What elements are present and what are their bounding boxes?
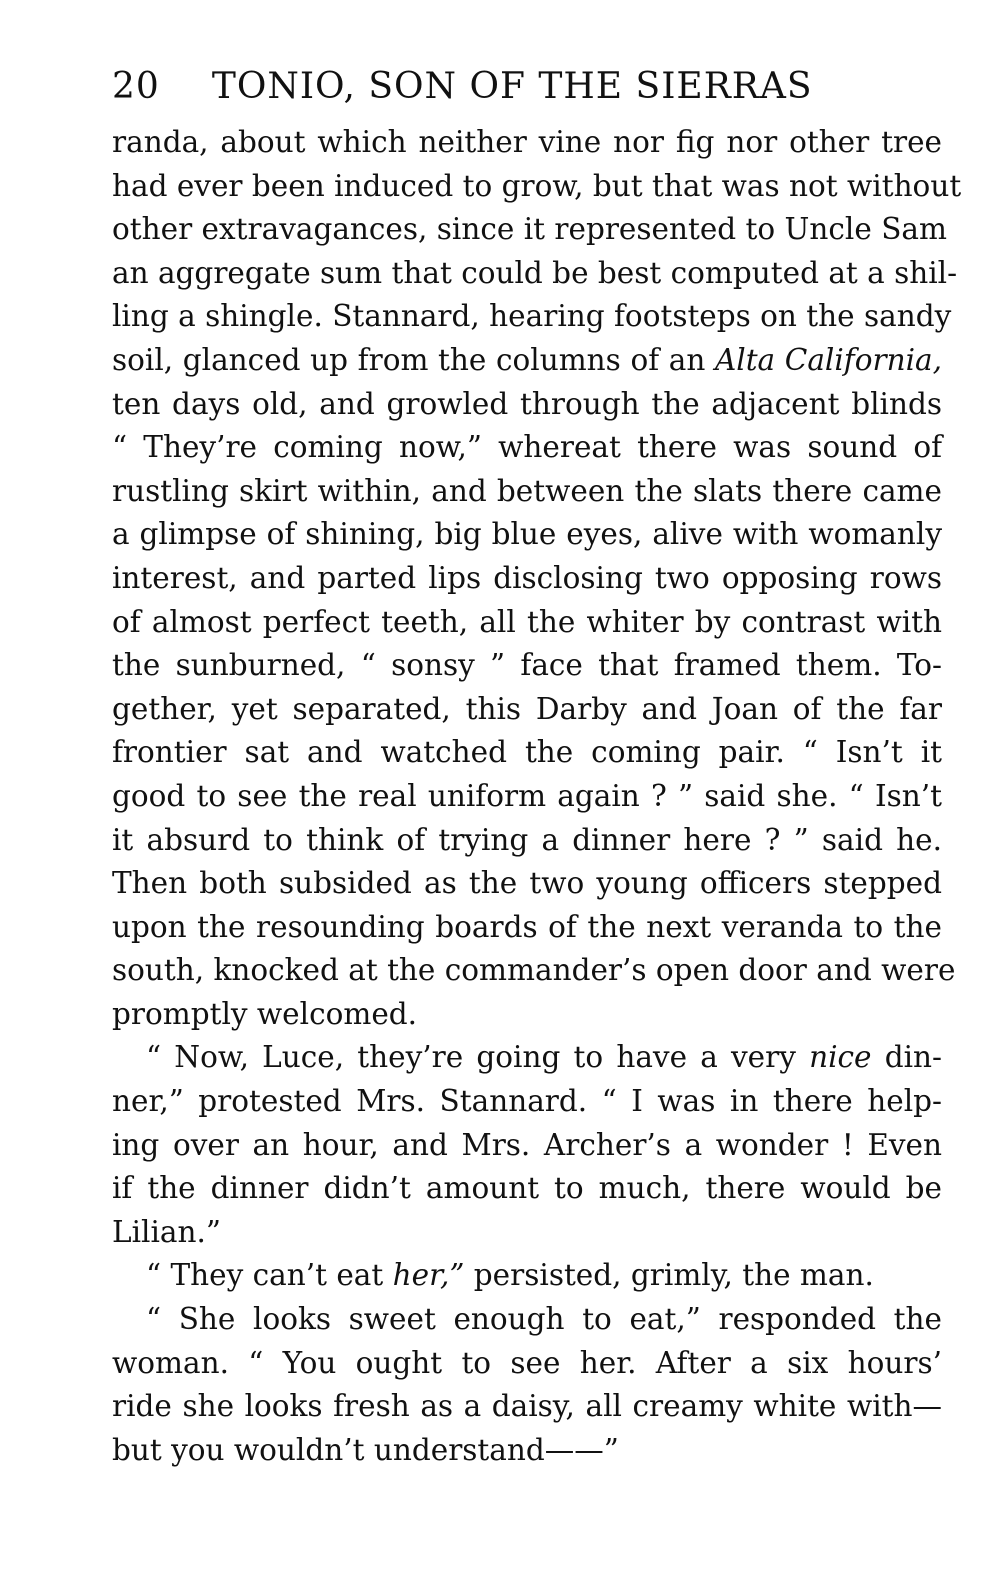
text-line: ten days old, and growled through the adjacent blinds bbox=[112, 386, 942, 421]
text-line: “ Now, Luce, they’re going to have a very nice din- bbox=[146, 1040, 942, 1075]
text-line: ling a shingle. Stannard, hearing footsteps on the sandy bbox=[112, 299, 952, 334]
text-line: frontier sat and watched the coming pair. “ Isn’t it bbox=[112, 735, 942, 770]
text-line: of almost perfect teeth, all the whiter by contrast with bbox=[112, 604, 942, 639]
running-head bbox=[112, 66, 942, 107]
text-line: Lilian.” bbox=[112, 1214, 221, 1249]
book-page bbox=[112, 66, 962, 1472]
text-line: promptly welcomed. bbox=[112, 996, 418, 1031]
text-line: had ever been induced to grow, but that was not without bbox=[112, 168, 962, 203]
text-line: it absurd to think of trying a dinner here ? ” said he. bbox=[112, 822, 942, 857]
body-text bbox=[112, 121, 962, 1472]
text-line: ner,” protested Mrs. Stannard. “ I was in there help- bbox=[112, 1084, 942, 1119]
text-line: randa, about which neither vine nor fig nor other tree bbox=[112, 125, 942, 159]
text-line: ing over an hour, and Mrs. Archer’s a wonder ! Even bbox=[112, 1127, 942, 1162]
text-line: interest, and parted lips disclosing two opposing rows bbox=[112, 560, 942, 595]
text-line: ride she looks fresh as a daisy, all creamy white with— bbox=[112, 1389, 942, 1424]
paragraph bbox=[112, 1254, 942, 1298]
text-line: woman. “ You ought to see her. After a six hours’ bbox=[112, 1345, 942, 1380]
text-line: good to see the real uniform again ? ” said she. “ Isn’t bbox=[112, 778, 942, 813]
page-number: 20 bbox=[112, 66, 160, 107]
text-line: “ They’re coming now,” whereat there was sound of bbox=[112, 430, 942, 465]
text-line: an aggregate sum that could be best computed at a shil- bbox=[112, 255, 958, 290]
paragraph bbox=[112, 121, 962, 1036]
text-line: gether, yet separated, this Darby and Joan of the far bbox=[112, 691, 942, 726]
text-line: but you wouldn’t understand——” bbox=[112, 1432, 619, 1467]
text-line: “ They can’t eat her,” persisted, grimly, the man. bbox=[146, 1258, 874, 1293]
text-line: the sunburned, “ sonsy ” face that framed them. To- bbox=[112, 648, 942, 683]
text-line: soil, glanced up from the columns of an Alta California, bbox=[112, 342, 942, 377]
text-line: south, knocked at the commander’s open door and were bbox=[112, 953, 956, 988]
text-line: if the dinner didn’t amount to much, there would be bbox=[112, 1171, 942, 1206]
text-line: “ She looks sweet enough to eat,” responded the bbox=[146, 1302, 942, 1337]
book-title: TONIO, SON OF THE SIERRAS bbox=[211, 66, 813, 107]
text-line: Then both subsided as the two young officers stepped bbox=[112, 866, 942, 901]
text-line: other extravagances, since it represented to Uncle Sam bbox=[112, 212, 947, 247]
text-line: rustling skirt within, and between the slats there came bbox=[112, 473, 942, 508]
paragraph bbox=[112, 1036, 942, 1254]
text-line: upon the resounding boards of the next veranda to the bbox=[112, 909, 942, 944]
text-line: a glimpse of shining, big blue eyes, alive with womanly bbox=[112, 517, 942, 552]
paragraph bbox=[112, 1298, 942, 1472]
